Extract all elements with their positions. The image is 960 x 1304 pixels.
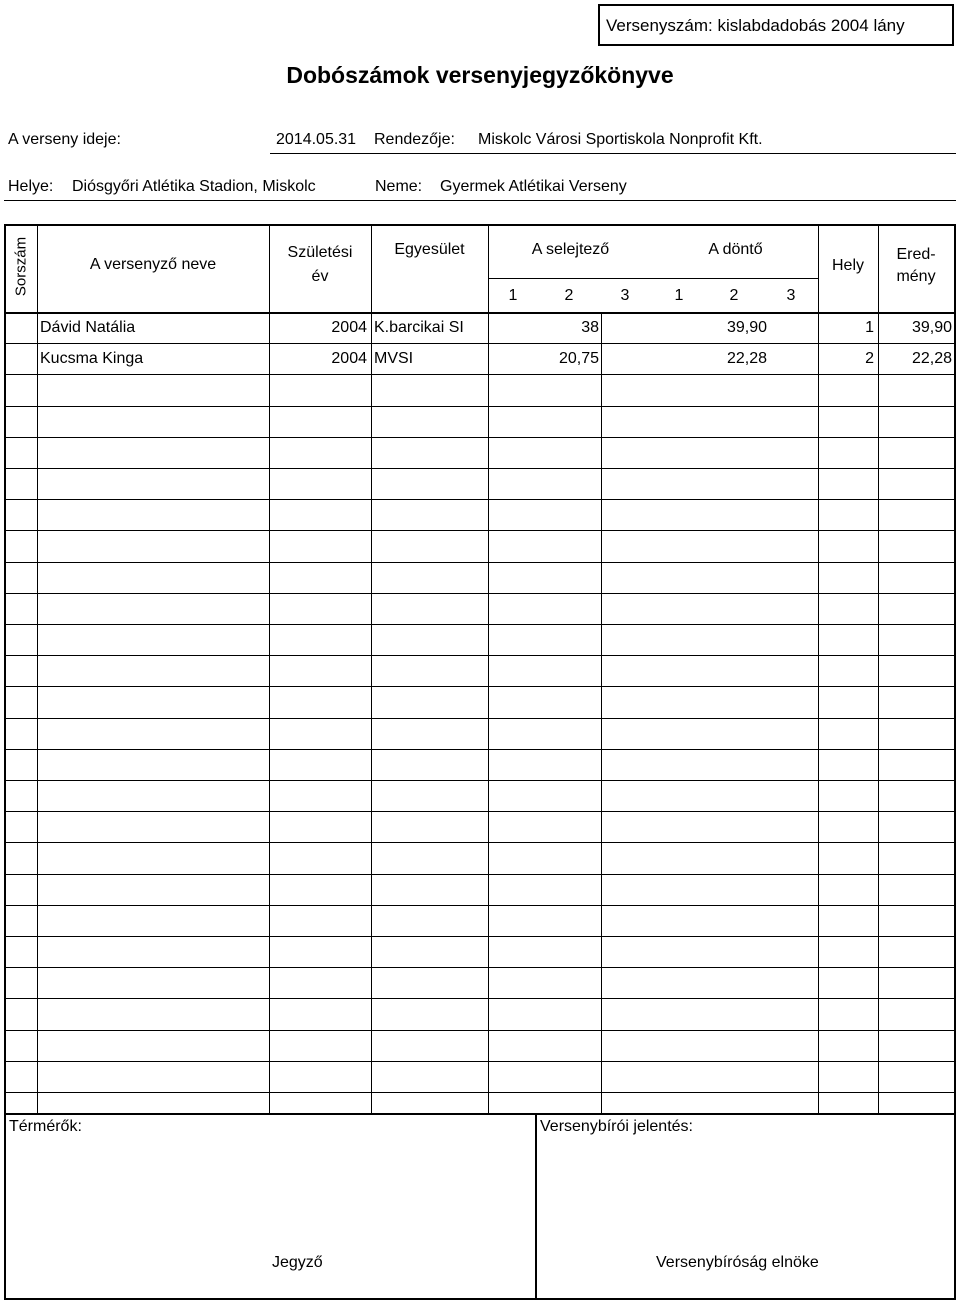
cell-name: Kucsma Kinga [40,350,144,367]
cell-result: 22,28 [911,350,952,367]
page-title: Dobószámok versenyjegyzőkönyve [286,62,674,88]
header-prelim: A selejtező [531,241,610,258]
header-attempt: 1 [674,287,684,304]
type-label: Neme: [375,178,423,195]
chief-label: Versenybíróság elnöke [656,1254,819,1271]
footer-bottom-border [4,1298,956,1300]
header-final: A döntő [708,241,763,258]
cell-year: 2004 [331,319,367,336]
recorder-label: Jegyző [272,1254,323,1271]
cell-final: 39,90 [726,319,767,336]
event-label: Versenyszám: kislabdadobás 2004 lány [598,4,954,46]
cell-result: 39,90 [911,319,952,336]
header-birth-2: év [311,268,329,285]
venue-value: Diósgyőri Atlétika Stadion, Miskolc [72,178,316,195]
header-attempt: 1 [508,287,518,304]
cell-name: Dávid Natália [40,319,136,336]
header-attempt: 2 [564,287,574,304]
header-result-2: mény [896,268,936,285]
cell-club: K.barcikai SI [374,319,464,336]
cell-prelim: 20,75 [558,350,599,367]
judges-label: Térmérők: [9,1118,82,1135]
footer-right-border [954,1113,956,1300]
header-birth-1: Születési [287,244,353,261]
header-result-1: Ered- [896,246,936,263]
type-value: Gyermek Atlétikai Verseny [440,178,627,195]
header-attempt: 3 [620,287,630,304]
footer-left-border [4,1113,6,1300]
report-label: Versenybírói jelentés: [540,1118,693,1135]
header-club: Egyesület [394,241,465,258]
header-attempt: 3 [786,287,796,304]
header-name: A versenyző neve [89,256,217,273]
cell-final: 22,28 [726,350,767,367]
organizer-label: Rendezője: [374,131,455,148]
organizer-value: Miskolc Városi Sportiskola Nonprofit Kft. [478,131,763,148]
footer-divider [535,1113,537,1300]
cell-year: 2004 [331,350,367,367]
venue-label: Helye: [8,178,54,195]
header-attempt: 2 [729,287,739,304]
footer-top-border [4,1113,956,1115]
date-value: 2014.05.31 [276,131,357,148]
cell-place: 1 [865,319,874,336]
date-label: A verseny ideje: [8,131,121,148]
header-order: Sorszám [12,236,30,297]
cell-club: MVSI [374,350,414,367]
cell-place: 2 [865,350,874,367]
header-place: Hely [831,257,864,274]
cell-prelim: 38 [581,319,599,336]
